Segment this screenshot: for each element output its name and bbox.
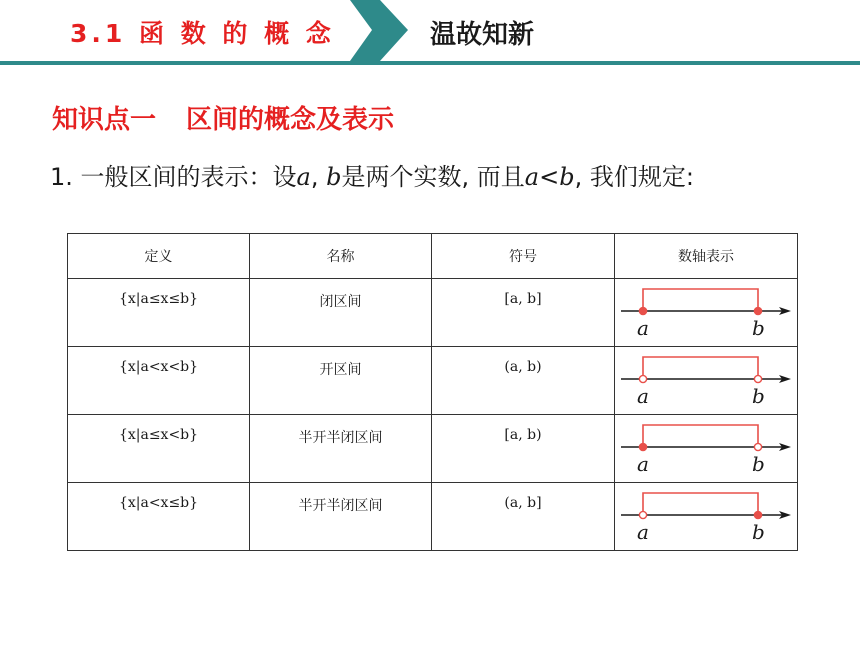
- endpoint-label-a: a: [637, 452, 649, 476]
- cell-number-line: [615, 347, 798, 415]
- cell-name: 闭区间: [250, 279, 432, 347]
- interval-bracket: [643, 425, 758, 447]
- number-line-diagram: [615, 415, 797, 481]
- header-definition: 定义: [68, 234, 250, 279]
- number-line-diagram: [615, 483, 797, 549]
- interval-bracket: [643, 493, 758, 515]
- cell-definition: {x|a≤x≤b}: [68, 279, 250, 347]
- intro-cond-b: b: [559, 163, 575, 191]
- endpoint-label-b: b: [752, 316, 765, 340]
- table-row: [68, 483, 798, 551]
- intro-text-a: 一般区间的表示：设: [80, 163, 297, 191]
- slide-header: [0, 0, 860, 66]
- lesson-title: 3.1 函 数 的 概 念: [70, 19, 335, 48]
- cell-symbol: [a, b]: [432, 279, 615, 347]
- endpoint-label-a: a: [637, 316, 649, 340]
- intro-number: 1.: [50, 163, 73, 191]
- intro-cond-a: a: [524, 163, 540, 191]
- endpoint-label-b: b: [752, 452, 765, 476]
- cell-symbol: [a, b): [432, 415, 615, 483]
- intro-var-a: a: [296, 163, 311, 191]
- interval-bracket: [643, 289, 758, 311]
- cell-symbol: (a, b]: [432, 483, 615, 551]
- intro-sentence: [50, 157, 694, 192]
- intro-text-b: 是两个实数, 而且: [341, 163, 525, 191]
- right-endpoint-open-dot: [754, 375, 761, 382]
- left-endpoint-open-dot: [639, 375, 646, 382]
- right-endpoint-closed-dot: [754, 307, 761, 314]
- intro-var-b: b: [326, 163, 342, 191]
- table-header-row: [68, 234, 798, 279]
- endpoint-label-a: a: [637, 520, 649, 544]
- left-endpoint-closed-dot: [639, 307, 646, 314]
- cell-symbol: (a, b): [432, 347, 615, 415]
- cell-definition: {x|a<x≤b}: [68, 483, 250, 551]
- table-row: [68, 347, 798, 415]
- left-endpoint-open-dot: [639, 511, 646, 518]
- table-row: [68, 279, 798, 347]
- endpoint-label-a: a: [637, 384, 649, 408]
- knowledge-point-label: 知识点一: [52, 105, 157, 135]
- header-number-line: 数轴表示: [615, 234, 798, 279]
- interval-table: [67, 233, 798, 551]
- number-line-diagram: [615, 279, 797, 345]
- table-row: [68, 415, 798, 483]
- intro-comma: ,: [310, 163, 319, 191]
- header-symbol: 符号: [432, 234, 615, 279]
- section-heading: [52, 99, 394, 136]
- intro-lt: <: [539, 163, 560, 191]
- cell-name: 半开半闭区间: [250, 483, 432, 551]
- cell-definition: {x|a≤x<b}: [68, 415, 250, 483]
- intro-text-c: , 我们规定:: [574, 163, 694, 191]
- section-topic: 区间的概念及表示: [186, 105, 395, 135]
- cell-number-line: [615, 483, 798, 551]
- cell-name: 半开半闭区间: [250, 415, 432, 483]
- cell-number-line: [615, 279, 798, 347]
- interval-bracket: [643, 357, 758, 379]
- cell-number-line: [615, 415, 798, 483]
- header-underline: [0, 61, 860, 65]
- lesson-subtitle: 温故知新: [430, 20, 535, 50]
- cell-definition: {x|a<x<b}: [68, 347, 250, 415]
- endpoint-label-b: b: [752, 520, 765, 544]
- endpoint-label-b: b: [752, 384, 765, 408]
- number-line-diagram: [615, 347, 797, 413]
- left-endpoint-closed-dot: [639, 443, 646, 450]
- header-name: 名称: [250, 234, 432, 279]
- cell-name: 开区间: [250, 347, 432, 415]
- right-endpoint-open-dot: [754, 443, 761, 450]
- right-endpoint-closed-dot: [754, 511, 761, 518]
